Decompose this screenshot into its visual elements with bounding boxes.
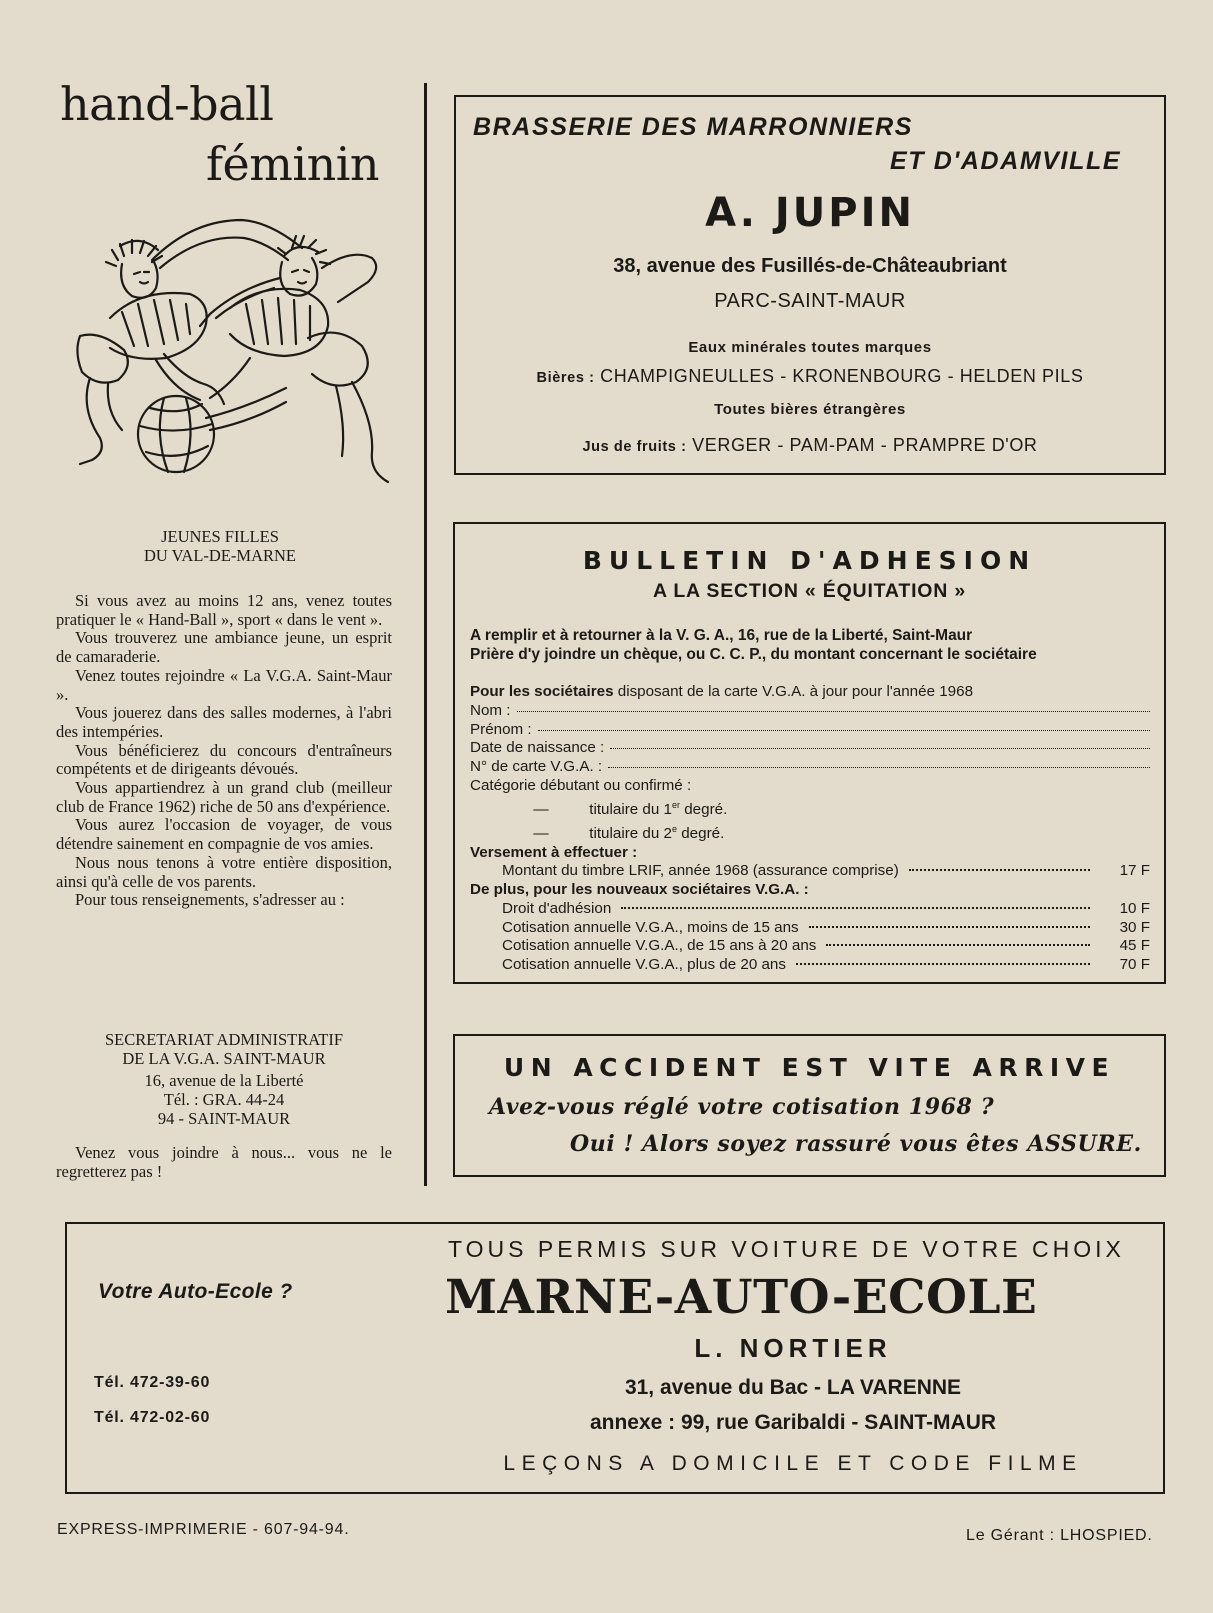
- bieres-label: Bières :: [536, 370, 595, 386]
- pour-line: [470, 683, 1150, 702]
- montant-value: 17 F: [1119, 862, 1150, 880]
- accident-title: UN ACCIDENT EST VITE ARRIVE: [503, 1053, 1116, 1082]
- autoecole-owner: L. NORTIER: [694, 1333, 892, 1363]
- autoecole-address1: 31, avenue du Bac - LA VARENNE: [624, 1376, 962, 1399]
- leader-dots: [796, 963, 1090, 965]
- accident-line2: Oui ! Alors soyez rassuré vous êtes ASSURE.: [570, 1131, 1142, 1157]
- paragraph: Pour tous renseignements, s'adresser au :: [75, 890, 345, 910]
- bulletin-form: [470, 683, 1150, 975]
- heading-line2: DU VAL-DE-MARNE: [143, 545, 296, 565]
- handball-title-line1: hand-ball: [60, 77, 274, 131]
- dash: —: [533, 800, 549, 818]
- autoecole-tel1: Tél. 472-39-60: [94, 1374, 211, 1391]
- paragraph: Nous nous tenons à votre entière disposition, ainsi qu'à celle de vos parents.: [56, 852, 392, 891]
- jus-value: VERGER - PAM-PAM - PRAMPRE D'OR: [692, 435, 1038, 455]
- brasserie-jus: [454, 435, 1166, 456]
- bulletin-instructions: [470, 626, 1150, 664]
- fee-value: 10 F: [1119, 899, 1150, 917]
- fee-label: Cotisation annuelle V.G.A., de 15 ans à 20 ans: [502, 937, 817, 955]
- titulaire2-end: degré.: [681, 824, 725, 842]
- autoecole-tel2: Tél. 472-02-60: [94, 1409, 211, 1426]
- leader-dots: [621, 907, 1090, 909]
- brasserie-bieres: [454, 366, 1166, 387]
- footer-printer: EXPRESS-IMPRIMERIE - 607-94-94.: [57, 1521, 350, 1538]
- naissance-field[interactable]: [470, 739, 1150, 758]
- fee-value: 45 F: [1119, 937, 1150, 955]
- autoecole-lecons: LEÇONS A DOMICILE ET CODE FILME: [503, 1452, 1083, 1475]
- titulaire1-option[interactable]: [470, 796, 1150, 820]
- carte-field[interactable]: [470, 758, 1150, 777]
- paragraph: Vous aurez l'occasion de voyager, de vous détendre sainement en compagnie de vos amies.: [56, 815, 392, 854]
- paragraph: Vous trouverez une ambiance jeune, un esprit de camaraderie.: [56, 628, 392, 667]
- montant-row: [470, 862, 1150, 881]
- carte-dotted-line[interactable]: [608, 767, 1150, 768]
- leader-dots: [909, 869, 1090, 871]
- autoecole-address2: annexe : 99, rue Garibaldi - SAINT-MAUR: [589, 1411, 997, 1434]
- jus-label: Jus de fruits :: [582, 439, 687, 455]
- titulaire2-text: titulaire du 2: [589, 824, 672, 842]
- secretariat-line1: SECRETARIAT ADMINISTRATIF: [104, 1030, 344, 1049]
- handball-heading: [60, 528, 380, 565]
- paragraph: Venez toutes rejoindre « La V.G.A. Saint-Maur ».: [56, 665, 392, 704]
- carte-label: N° de carte V.G.A. :: [470, 758, 603, 776]
- brasserie-etrangeres: Toutes bières étrangères: [714, 401, 906, 418]
- titulaire1-end: degré.: [684, 800, 728, 818]
- prenom-field[interactable]: [470, 721, 1150, 740]
- prenom-label: Prénom :: [470, 720, 532, 738]
- bulletin-title: BULLETIN D'ADHESION: [582, 546, 1037, 575]
- titulaire1-text: titulaire du 1: [589, 800, 672, 818]
- handball-players-illustration: [60, 208, 400, 488]
- fee-value: 30 F: [1119, 918, 1150, 936]
- bulletin-subtitle: A LA SECTION « ÉQUITATION »: [652, 580, 967, 602]
- brasserie-name-line2: ET D'ADAMVILLE: [890, 147, 1122, 175]
- nom-field[interactable]: [470, 702, 1150, 721]
- titulaire2-option[interactable]: [470, 820, 1150, 844]
- instruction-line1: A remplir et à retourner à la V. G. A., 16, rue de la Liberté, Saint-Maur: [470, 627, 973, 644]
- handball-closing: Venez vous joindre à nous... vous ne le regretterez pas !: [56, 1143, 392, 1181]
- prenom-dotted-line[interactable]: [538, 730, 1150, 731]
- accident-line1: Avez-vous réglé votre cotisation 1968 ?: [489, 1094, 995, 1120]
- fee-label: Cotisation annuelle V.G.A., moins de 15 ans: [502, 918, 799, 936]
- paragraph: Vous jouerez dans des salles modernes, à l'abri des intempéries.: [56, 703, 392, 741]
- nom-label: Nom :: [470, 701, 511, 719]
- brasserie-owner: A. JUPIN: [705, 190, 915, 236]
- fee-row: [470, 900, 1150, 919]
- naissance-dotted-line[interactable]: [610, 748, 1150, 749]
- autoecole-name: MARNE-AUTO-ECOLE: [445, 1270, 1038, 1325]
- autoecole-permis: TOUS PERMIS SUR VOITURE DE VOTRE CHOIX: [448, 1236, 1125, 1262]
- fee-label: Droit d'adhésion: [502, 899, 612, 917]
- address-line2: Tél. : GRA. 44-24: [163, 1090, 285, 1110]
- versement-heading: Versement à effectuer :: [470, 843, 638, 861]
- secretariat-block: [56, 1031, 392, 1129]
- handball-title-line2: féminin: [206, 137, 380, 191]
- brasserie-eaux: Eaux minérales toutes marques: [688, 339, 932, 356]
- address-line3: 94 - SAINT-MAUR: [157, 1108, 291, 1128]
- montant-label: Montant du timbre LRIF, année 1968 (assurance comprise): [502, 862, 899, 880]
- column-divider: [424, 83, 427, 1186]
- fee-row: [470, 937, 1150, 956]
- pour-rest: disposant de la carte V.G.A. à jour pour l'année 1968: [617, 683, 974, 700]
- leader-dots: [809, 926, 1090, 928]
- secretariat-line2: DE LA V.G.A. SAINT-MAUR: [122, 1048, 326, 1068]
- brasserie-city: PARC-SAINT-MAUR: [714, 290, 906, 312]
- paragraph: Vous bénéficierez du concours d'entraîneurs compétents et de dirigeants dévoués.: [56, 740, 392, 779]
- fee-value: 70 F: [1119, 956, 1150, 974]
- nom-dotted-line[interactable]: [517, 711, 1150, 712]
- fee-row: [470, 956, 1150, 975]
- paragraph: Vous appartiendrez à un grand club (meilleur club de France 1962) riche de 50 ans d'expérience.: [56, 778, 392, 816]
- heading-line1: JEUNES FILLES: [161, 527, 279, 546]
- pour-bold: Pour les sociétaires: [470, 683, 614, 700]
- brasserie-name-line1: BRASSERIE DES MARRONNIERS: [473, 113, 914, 141]
- leader-dots: [826, 944, 1090, 946]
- fee-label: Cotisation annuelle V.G.A., plus de 20 ans: [502, 956, 786, 974]
- dash: —: [533, 824, 549, 842]
- bieres-value: CHAMPIGNEULLES - KRONENBOURG - HELDEN PILS: [600, 366, 1084, 386]
- titulaire1-sup: er: [671, 799, 680, 810]
- instruction-line2: Prière d'y joindre un chèque, ou C. C. P., du montant concernant le sociétaire: [470, 646, 1037, 663]
- paragraph: Si vous avez au moins 12 ans, venez toutes pratiquer le « Hand-Ball », sport « dans le vent ».: [56, 591, 392, 629]
- fee-row: [470, 919, 1150, 938]
- address-line1: 16, avenue de la Liberté: [144, 1071, 304, 1091]
- footer-gerant: Le Gérant : LHOSPIED.: [966, 1527, 1153, 1544]
- brasserie-address: 38, avenue des Fusillés-de-Châteaubriant: [613, 255, 1007, 277]
- autoecole-question: Votre Auto-Ecole ?: [98, 1280, 293, 1303]
- titulaire2-sup: e: [671, 823, 677, 834]
- handball-paragraphs: [56, 592, 392, 910]
- de-plus-heading: De plus, pour les nouveaux sociétaires V.G.A. :: [470, 881, 809, 899]
- categorie-label: Catégorie débutant ou confirmé :: [470, 776, 692, 794]
- naissance-label: Date de naissance :: [470, 739, 605, 757]
